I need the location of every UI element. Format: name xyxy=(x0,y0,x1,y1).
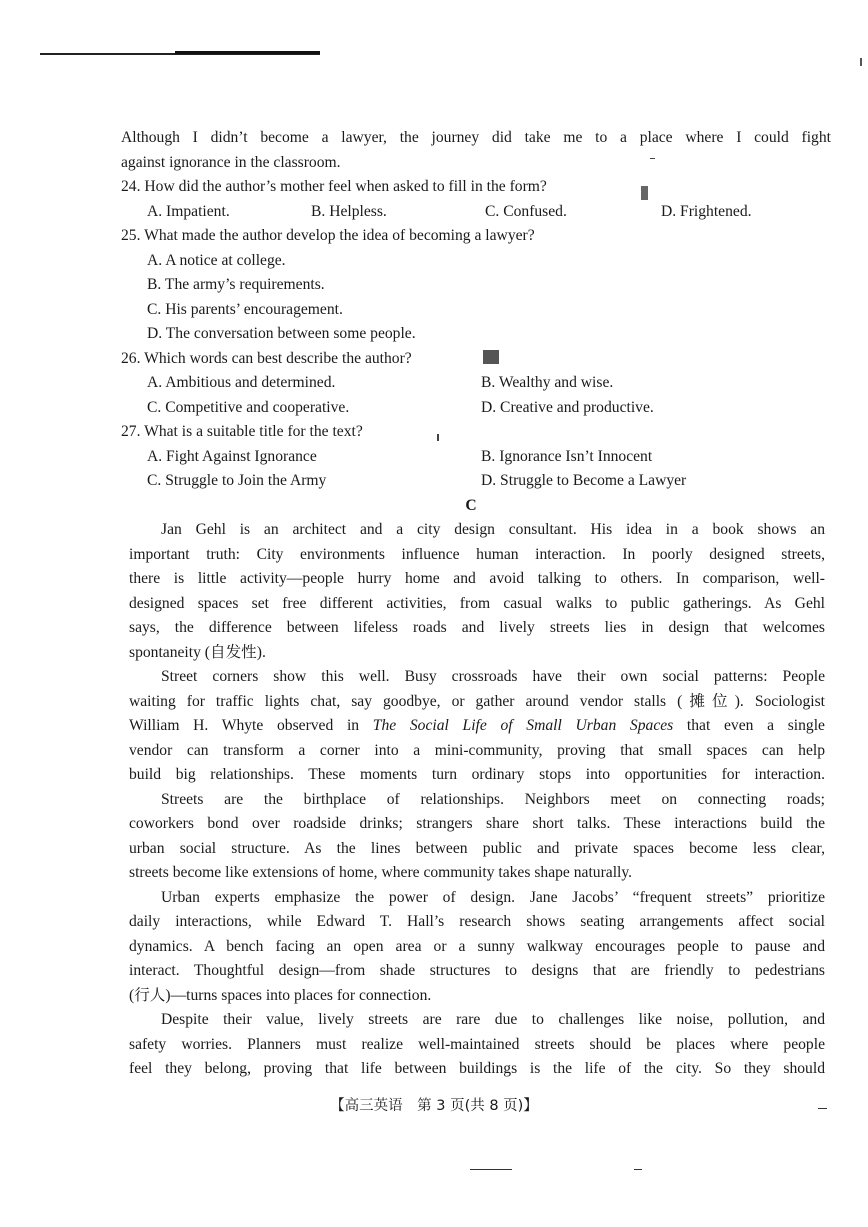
question-27-options-row2 xyxy=(121,469,831,494)
option-a: A. A notice at college. xyxy=(147,251,286,269)
question-27: 27. What is a suitable title for the text? xyxy=(121,423,363,440)
option-c: C. Competitive and cooperative. xyxy=(147,398,350,416)
question-26-options-row2 xyxy=(121,396,831,421)
option-b: B. Ignorance Isn’t Innocent xyxy=(481,447,653,465)
scan-mark xyxy=(470,1169,512,1170)
question-27-options-row1 xyxy=(121,445,831,470)
passage-line: Despite their value, lively streets are rare due to challenges like noise, pollution, and xyxy=(161,1011,825,1028)
question-25: 25. What made the author develop the idea of becoming a lawyer? xyxy=(121,227,535,244)
option-b: B. Wealthy and wise. xyxy=(481,374,614,391)
passage-line: vendor can transform a corner into a mini-community, proving that small spaces can help xyxy=(129,741,825,759)
option-c: C. Confused. xyxy=(485,202,567,220)
question-24: 24. How did the author’s mother feel when asked to fill in the form? xyxy=(121,178,547,195)
option-d: D. The conversation between some people. xyxy=(147,325,416,342)
option-a: A. Fight Against Ignorance xyxy=(147,447,317,465)
option-d: D. Creative and productive. xyxy=(481,398,654,416)
passage-line: says, the difference between lifeless roads and lively streets lies in design that welcomes xyxy=(129,619,825,636)
passage-line: feel they belong, proving that life between buildings is the life of the city. So they should xyxy=(129,1060,825,1077)
passage-line: (行人)—turns spaces into places for connection. xyxy=(129,986,432,1004)
passage-line: streets become like extensions of home, where community takes shape naturally. xyxy=(129,864,633,881)
passage-line: there is little activity—people hurry home and avoid talking to others. In comparison, well- xyxy=(129,570,825,587)
option-b: B. Helpless. xyxy=(311,202,387,220)
passage-line: interact. Thoughtful design—from shade structures to designs that are friendly to pedestrians xyxy=(129,962,825,979)
passage-line: safety worries. Planners must realize well-maintained streets should be places where people xyxy=(129,1035,825,1053)
passage-line: important truth: City environments influence human interaction. In poorly designed streets, xyxy=(129,545,825,563)
passage-line: Urban experts emphasize the power of design. Jane Jacobs’ “frequent streets” prioritize xyxy=(161,888,825,906)
page-footer: 【高三英语 第 3 页(共 8 页)】 xyxy=(330,1098,538,1114)
intro-line: Although I didn’t become a lawyer, the journey did take me to a place where I could fight xyxy=(121,129,831,146)
question-26: 26. Which words can best describe the author? xyxy=(121,349,412,367)
scan-mark xyxy=(860,58,862,66)
option-c: C. Struggle to Join the Army xyxy=(147,472,327,489)
question-26-options-row1 xyxy=(121,371,831,396)
scan-mark xyxy=(634,1169,642,1170)
intro-line: against ignorance in the classroom. xyxy=(121,153,341,171)
passage-line: urban social structure. As the lines between public and private spaces become less clear, xyxy=(129,839,825,857)
option-b: B. The army’s requirements. xyxy=(147,276,325,293)
passage-line: designed spaces set free different activities, from casual walks to public gatherings. As Gehl xyxy=(129,594,825,612)
passage-line: waiting for traffic lights chat, say goodbye, or gather around vendor stalls (摊位). Sociologist xyxy=(129,692,825,710)
passage-line: Street corners show this well. Busy crossroads have their own social patterns: People xyxy=(161,668,825,685)
option-c: C. His parents’ encouragement. xyxy=(147,300,343,318)
option-a: A. Impatient. xyxy=(147,202,230,220)
passage-line: coworkers bond over roadside drinks; strangers share short talks. These interactions build the xyxy=(129,815,825,832)
option-a: A. Ambitious and determined. xyxy=(147,374,336,391)
passage-line: daily interactions, while Edward T. Hall’s research shows seating arrangements affect social xyxy=(129,913,825,930)
option-d: D. Frightened. xyxy=(661,202,752,220)
page-content xyxy=(121,126,831,1082)
passage-line: build big relationships. These moments turn ordinary stops into opportunities for interaction. xyxy=(129,766,825,783)
passage-line: Jan Gehl is an architect and a city design consultant. His idea in a book shows an xyxy=(161,521,825,538)
passage-line: William H. Whyte observed in The Social Life of Small Urban Spaces that even a single xyxy=(129,717,825,734)
passage-line: dynamics. A bench facing an open area or a sunny walkway encourages people to pause and xyxy=(129,937,825,955)
passage-line: Streets are the birthplace of relationships. Neighbors meet on connecting roads; xyxy=(161,790,825,808)
passage-c xyxy=(129,518,825,1082)
option-d: D. Struggle to Become a Lawyer xyxy=(481,472,687,489)
book-title: The Social Life of Small Urban Spaces xyxy=(372,717,674,734)
passage-line: spontaneity (自发性). xyxy=(129,643,266,661)
header-rule-thick xyxy=(175,51,320,54)
question-24-options xyxy=(121,200,831,225)
section-heading: C xyxy=(465,496,477,514)
